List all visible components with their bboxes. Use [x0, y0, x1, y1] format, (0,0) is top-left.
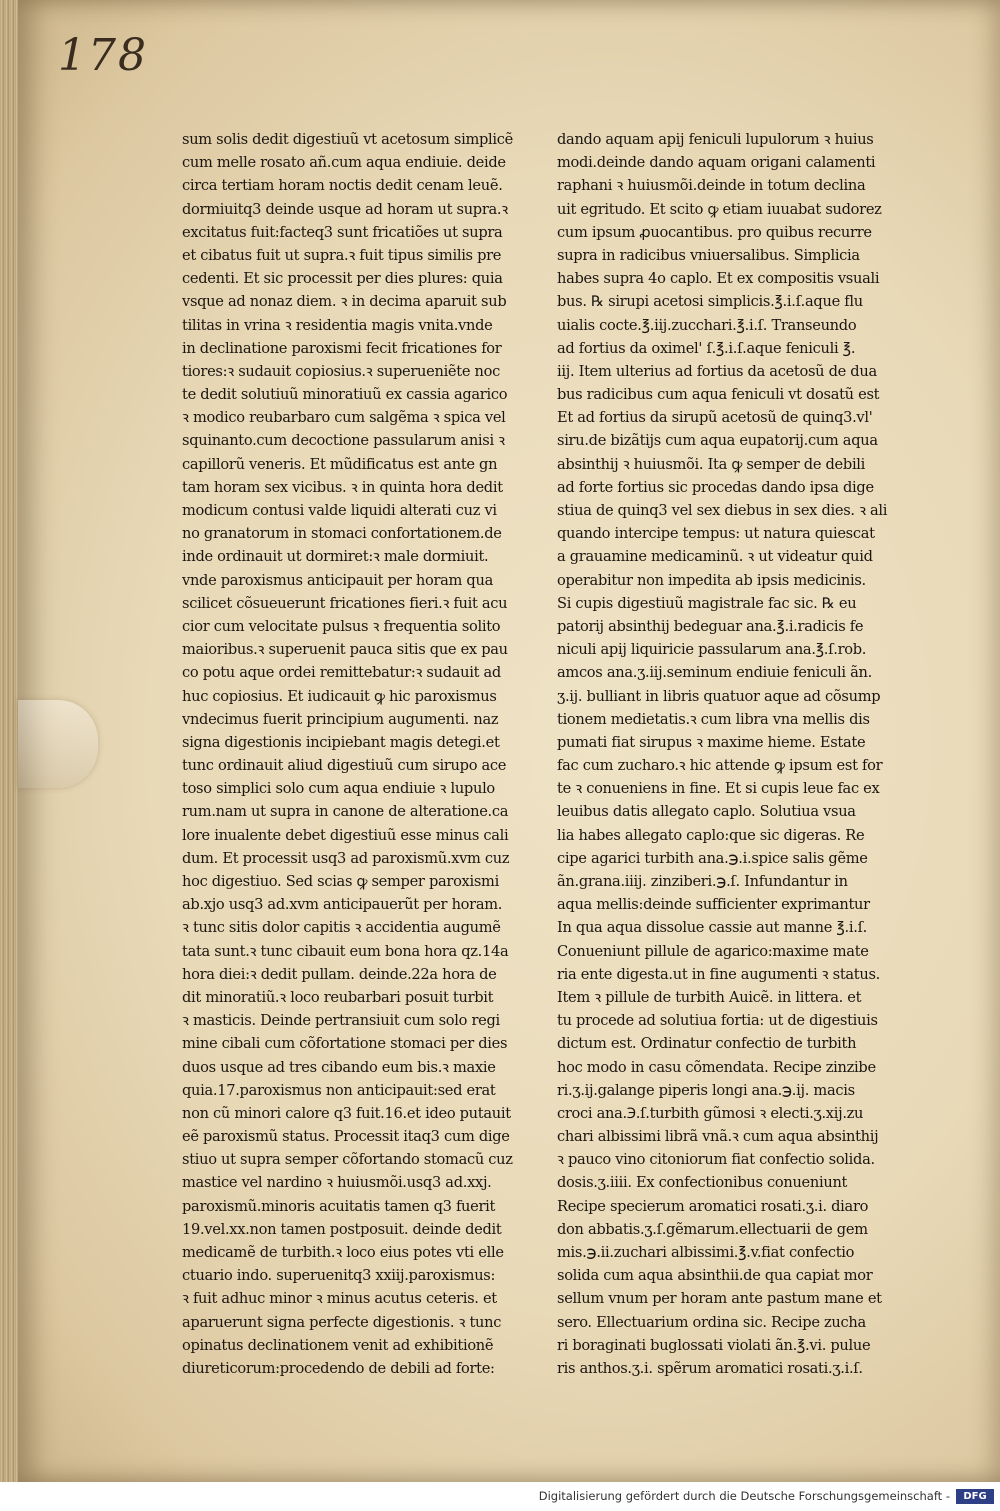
text-line: opinatus declinationem venit ad exhibitionẽ [182, 1336, 494, 1354]
text-line: duos usque ad tres cibando eum bis.ꝛ maxie [182, 1058, 496, 1076]
text-line: modi.deinde dando aquam origani calamenti [557, 154, 876, 172]
text-line: dando aquam apij feniculi lupulorum ꝛ huius [557, 131, 874, 148]
text-line: huc copiosius. Et iudicauit ꝙ hic paroxismus [182, 687, 497, 705]
text-line: solida cum aqua absinthii.de qua capiat mor [557, 1267, 873, 1285]
text-line: et cibatus fuit ut supra.ꝛ fuit tipus similis pre [182, 246, 502, 264]
text-line: don abbatis.ʒ.ſ.gẽmarum.ellectuarii de gem [557, 1220, 868, 1238]
text-line: squinanto.cum decoctione passularum anisi ꝛ [182, 432, 505, 450]
text-line: cum melle rosato añ.cum aqua endiuie. deide [182, 154, 506, 172]
text-line: ab.xjo usq3 ad.xvm anticipauerũt per horam. [182, 896, 503, 914]
text-line: ꝛ pauco vino citoniorum fiat confectio solida. [557, 1151, 875, 1169]
text-line: ri boraginati buglossati violati ãn.℥.vi. pulue [557, 1336, 871, 1354]
text-line: supra in radicibus vniuersalibus. Simplicia [557, 246, 860, 264]
text-line: niculi apij liquiricie passularum ana.℥.ſ.rob. [557, 641, 867, 659]
text-line: Si cupis digestiuũ magistrale fac sic. ℞ eu [557, 594, 857, 612]
text-line: iij. Item ulterius ad fortius da acetosũ de dua [557, 362, 877, 380]
text-line: habes supra 4o caplo. Et ex compositis vsuali [557, 270, 880, 288]
text-line: Et ad fortius da sirupũ acetosũ de quinq3.vl' [557, 409, 873, 427]
text-line: ris anthos.ʒ.i. spẽrum aromatici rosati.ʒ.i.ſ. [557, 1359, 863, 1377]
text-line: medicamẽ de turbith.ꝛ loco eius potes vti elle [182, 1244, 504, 1261]
text-line: hora diei:ꝛ dedit pullam. deinde.22a hora de [182, 965, 497, 983]
text-column-left [182, 128, 542, 1380]
dfg-logo: DFG [956, 1489, 994, 1504]
text-line: rum.nam ut supra in canone de alteratione.ca [182, 803, 509, 821]
funding-notice: Digitalisierung gefördert durch die Deutsche Forschungsgemeinschaft - [538, 1489, 950, 1503]
text-line: ꝛ fuit adhuc minor ꝛ minus acutus ceteris. et [182, 1290, 497, 1308]
text-line: sellum vnum per horam ante pastum mane et [557, 1290, 882, 1308]
text-line: Conueniunt pillule de agarico:maxime mate [557, 942, 869, 960]
text-line: ad forte fortius sic procedas dando ipsa dige [557, 478, 874, 496]
text-line: tunc ordinauit aliud digestiuũ cum sirupo ace [182, 757, 507, 775]
text-line: co potu aque ordei remittebatur:ꝛ sudauit ad [182, 664, 501, 682]
text-line: fac cum zucharo.ꝛ hic attende ꝙ ipsum est for [557, 757, 883, 775]
text-line: tionem medietatis.ꝛ cum libra vna mellis dis [557, 710, 870, 728]
text-line: diureticorum:procedendo de debili ad forte: [182, 1359, 495, 1377]
text-line: uialis cocte.℥.iij.zucchari.℥.i.ſ. Transeundo [557, 316, 857, 334]
text-line: dormiuitq3 deinde usque ad horam ut supra.ꝛ [182, 200, 508, 218]
text-line: ꝛ modico reubarbaro cum salgẽma ꝛ spica vel [182, 409, 506, 427]
text-line: ri.ʒ.ij.galange piperis longi ana.℈.ij. macis [557, 1081, 855, 1099]
text-line: maioribus.ꝛ superuenit pauca sitis que ex pau [182, 641, 508, 659]
text-line: no granatorum in stomaci confortationem.de [182, 525, 502, 543]
text-line: quia.17.paroxismus non anticipauit:sed erat [182, 1081, 496, 1099]
text-column-right [557, 128, 912, 1380]
book-clasp [18, 700, 98, 788]
text-line: cior cum velocitate pulsus ꝛ frequentia solito [182, 617, 501, 635]
text-line: bus. ℞ sirupi acetosi simplicis.℥.i.ſ.aque flu [557, 293, 863, 311]
text-line: a grauamine medicaminũ. ꝛ ut videatur quid [557, 548, 873, 566]
text-line: ria ente digesta.ut in fine augumenti ꝛ status. [557, 965, 880, 983]
text-line: croci ana.℈.ſ.turbith gũmosi ꝛ electi.ʒ.xij.zu [557, 1104, 864, 1122]
text-line: mine cibali cum cõfortatione stomaci per dies [182, 1035, 508, 1053]
text-line: circa tertiam horam noctis dedit cenam leuẽ. [182, 177, 503, 195]
text-line: dictum est. Ordinatur confectio de turbith [557, 1035, 857, 1053]
text-line: sero. Ellectuarium ordina sic. Recipe zucha [557, 1313, 866, 1331]
text-line: hoc modo in casu cõmendata. Recipe zinzibe [557, 1058, 876, 1076]
text-line: ꝛ tunc sitis dolor capitis ꝛ accidentia augumẽ [182, 919, 501, 937]
text-line: ʒ.ij. bulliant in libris quatuor aque ad cõsump [557, 687, 881, 705]
text-line: vsque ad nonaz diem. ꝛ in decima aparuit sub [182, 293, 507, 311]
text-line: mastice vel nardino ꝛ huiusmõi.usq3 ad.xxj. [182, 1174, 492, 1192]
text-line: vndecimus fuerit principium augumenti. naz [182, 710, 499, 728]
text-line: Item ꝛ pillule de turbith Auicẽ. in littera. et [557, 988, 862, 1006]
text-line: ꝛ masticis. Deinde pertransiuit cum solo regi [182, 1012, 500, 1030]
text-line: tu procede ad solutiua fortia: ut de digestiuis [557, 1012, 878, 1030]
text-line: aqua mellis:deinde sufficienter exprimantur [557, 896, 870, 914]
text-line: absinthij ꝛ huiusmõi. Ita ꝙ semper de debili [557, 455, 866, 473]
text-line: leuibus datis allegato caplo. Solutiua vsua [557, 803, 856, 821]
text-line: stiua de quinq3 vel sex diebus in sex dies. ꝛ ali [557, 502, 888, 519]
text-line: cipe agarici turbith ana.℈.i.spice salis gẽme [557, 849, 868, 867]
text-line: paroxismũ.minoris acuitatis tamen q3 fuerit [182, 1197, 496, 1215]
text-line: tam horam sex vicibus. ꝛ in quinta hora dedit [182, 478, 503, 496]
text-line: mis.℈.ii.zuchari albissimi.℥.v.fiat confectio [557, 1244, 855, 1261]
text-line: modicum contusi valde liquidi alterati cuz vi [182, 502, 497, 519]
text-line: lore inualente debet digestiuũ esse minus cali [182, 826, 509, 844]
text-line: dit minoratiũ.ꝛ loco reubarbari posuit turbit [182, 988, 494, 1006]
text-line: ctuario indo. superuenitq3 xxiij.paroxismus: [182, 1267, 496, 1285]
text-line: siru.de bizãtijs cum aqua eupatorij.cum aqua [557, 432, 878, 450]
text-line: patorij absinthij bedeguar ana.℥.i.radicis fe [557, 617, 864, 635]
text-line: Recipe specierum aromatici rosati.ʒ.i. diaro [557, 1197, 869, 1215]
text-line: lia habes allegato caplo:que sic digeras. Re [557, 826, 865, 844]
text-line: vnde paroxismus anticipauit per horam qua [182, 571, 493, 589]
text-line: non cũ minori calore q3 fuit.16.et ideo putauit [182, 1104, 511, 1122]
text-line: te dedit solutiuũ minoratiuũ ex cassia agarico [182, 386, 508, 404]
text-line: cedenti. Et sic processit per dies plures: quia [182, 270, 503, 288]
text-line: raphani ꝛ huiusmõi.deinde in totum declina [557, 177, 866, 195]
text-line: cum ipsum ꝓuocantibus. pro quibus recurre [557, 223, 872, 241]
text-line: 19.vel.xx.non tamen postposuit. deinde dedit [182, 1220, 502, 1238]
text-line: te ꝛ conueniens in fine. Et si cupis leue fac ex [557, 780, 880, 798]
text-line: amcos ana.ʒ.iij.seminum endiuie feniculi ãn. [557, 664, 872, 682]
text-line: quando intercipe tempus: ut natura quiescat [557, 525, 875, 543]
text-line: sum solis dedit digestiuũ vt acetosum simplicẽ [182, 131, 513, 148]
digitization-footer [0, 1482, 1000, 1511]
text-line: eẽ paroxismũ status. Processit itaq3 cum dige [182, 1128, 510, 1146]
text-line: toso simplici solo cum aqua endiuie ꝛ lupulo [182, 780, 495, 798]
text-line: excitatus fuit:facteq3 sunt fricatiões ut supra [182, 223, 503, 241]
text-line: operabitur non impedita ab ipsis medicinis. [557, 571, 866, 589]
text-line: dum. Et processit usq3 ad paroxismũ.xvm cuz [182, 849, 510, 867]
text-line: chari albissimi librã vnã.ꝛ cum aqua absinthij [557, 1128, 879, 1146]
text-line: scilicet cõsueuerunt fricationes fieri.ꝛ fuit acu [182, 594, 508, 612]
text-line: tata sunt.ꝛ tunc cibauit eum bona hora qz.14a [182, 942, 509, 960]
text-line: aparuerunt signa perfecte digestionis. ꝛ tunc [182, 1313, 502, 1331]
text-line: in declinatione paroxismi fecit fricationes for [182, 339, 502, 357]
text-line: ãn.grana.iiij. zinziberi.℈.ſ. Infundantur in [557, 873, 848, 890]
text-line: signa digestionis incipiebant magis detegi.et [182, 733, 500, 751]
text-line: dosis.ʒ.iiii. Ex confectionibus conueniunt [557, 1174, 848, 1192]
text-line: bus radicibus cum aqua feniculi vt dosatũ est [557, 386, 880, 404]
text-line: stiuo ut supra semper cõfortando stomacũ cuz [182, 1151, 513, 1169]
text-line: hoc digestiuo. Sed scias ꝙ semper paroxismi [182, 873, 499, 890]
text-line: tilitas in vrina ꝛ residentia magis vnita.vnde [182, 316, 493, 334]
text-line: pumati fiat sirupus ꝛ maxime hieme. Estate [557, 733, 866, 751]
folio-number: 178 [58, 30, 148, 81]
text-line: inde ordinauit ut dormiret:ꝛ male dormiuit. [182, 548, 489, 566]
text-line: uit egritudo. Et scito ꝙ etiam iuuabat sudorez [557, 200, 882, 218]
text-line: tiores:ꝛ sudauit copiosius.ꝛ superueniẽte noc [182, 362, 500, 380]
text-line: ad fortius da oximel' ſ.℥.i.ſ.aque feniculi ℥. [557, 339, 856, 357]
text-line: capillorũ veneris. Et mũdificatus est ante gn [182, 455, 498, 473]
text-line: In qua aqua dissolue cassie aut manne ℥.i.ſ. [557, 919, 868, 937]
